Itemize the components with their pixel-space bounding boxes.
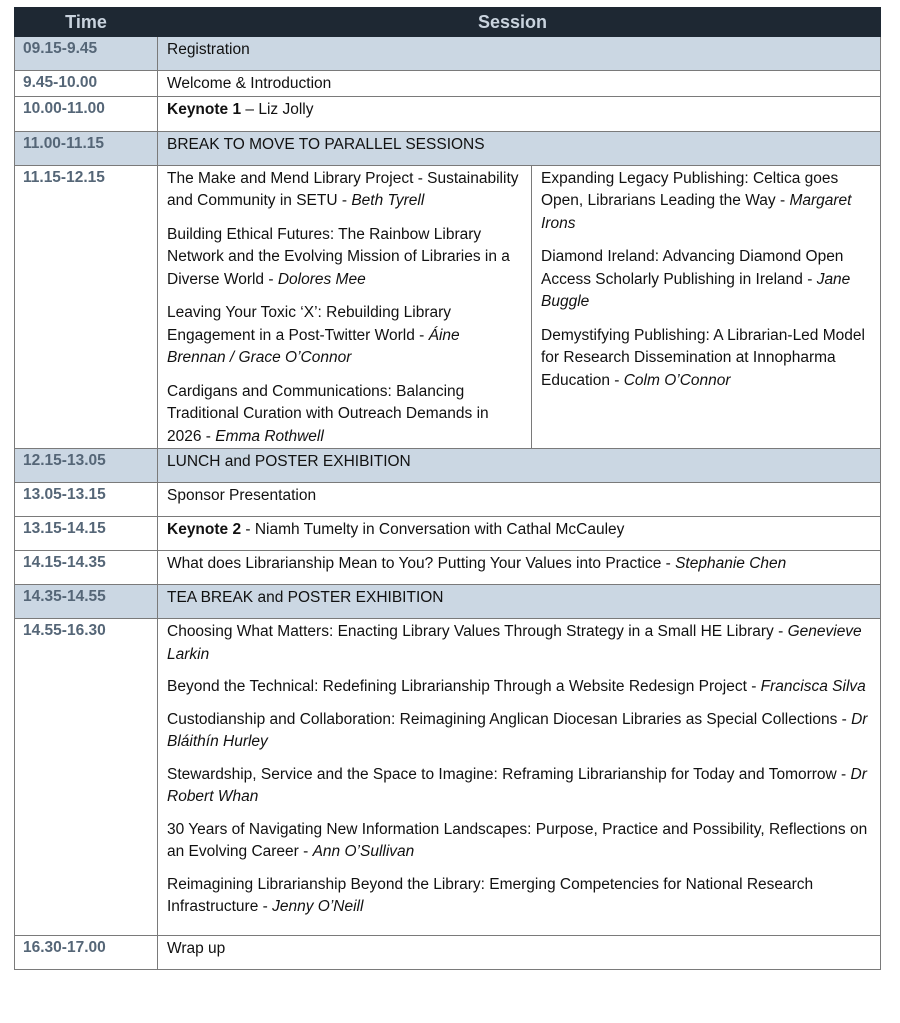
talk-title: Custodianship and Collaboration: Reimagining Anglican Diocesan Libraries as Special Collections - xyxy=(167,710,852,728)
parallel-stream-right xyxy=(532,166,880,449)
programme-table xyxy=(14,7,881,970)
talk-item xyxy=(167,709,871,754)
keynote-label: Keynote 1 xyxy=(167,100,242,118)
talk-title: Stewardship, Service and the Space to Imagine: Reframing Librarianship for Today and Tomorrow - xyxy=(167,765,851,783)
talk-speaker: Emma Rothwell xyxy=(215,427,324,445)
talk-title: Choosing What Matters: Enacting Library Values Through Strategy in a Small HE Library - xyxy=(167,623,788,640)
talk-title: What does Librarianship Mean to You? Putting Your Values into Practice - xyxy=(167,555,676,572)
session-cell: Registration xyxy=(158,37,881,71)
talk-item xyxy=(167,621,871,666)
time-cell: 14.35-14.55 xyxy=(15,585,158,619)
talk-title: Expanding Legacy Publishing: Celtica goes Open, Librarians Leading the Way - xyxy=(541,169,839,209)
table-row xyxy=(15,585,881,619)
talk-item xyxy=(541,168,871,236)
keynote-speaker: - Niamh Tumelty in Conversation with Cathal McCauley xyxy=(241,521,625,538)
time-cell: 10.00-11.00 xyxy=(15,96,158,131)
talk-speaker: Áine Brennan / Grace O’Connor xyxy=(167,326,460,366)
talk-speaker: Dr Robert Whan xyxy=(167,765,867,805)
time-cell: 11.00-11.15 xyxy=(15,131,158,165)
session-cell: Welcome & Introduction xyxy=(158,71,881,97)
table-row xyxy=(15,449,881,483)
table-row xyxy=(15,96,881,131)
talk-title: Diamond Ireland: Advancing Diamond Open Access Scholarly Publishing in Ireland - xyxy=(541,248,844,288)
time-cell: 16.30-17.00 xyxy=(15,935,158,969)
time-cell: 11.15-12.15 xyxy=(15,165,158,449)
talk-title: Cardigans and Communications: Balancing Traditional Curation with Outreach Demands in 2026 - xyxy=(167,382,489,445)
talk-item xyxy=(167,676,871,699)
session-cell: LUNCH and POSTER EXHIBITION xyxy=(158,449,881,483)
table-row xyxy=(15,551,881,585)
parallel-stream-left xyxy=(158,166,532,449)
time-cell: 12.15-13.05 xyxy=(15,449,158,483)
session-cell xyxy=(158,619,881,936)
parallel-sessions-cell xyxy=(158,165,881,449)
talk-item xyxy=(167,764,871,809)
table-row xyxy=(15,71,881,97)
talk-speaker: Stephanie Chen xyxy=(675,555,787,572)
session-cell: BREAK TO MOVE TO PARALLEL SESSIONS xyxy=(158,131,881,165)
time-cell: 13.05-13.15 xyxy=(15,483,158,517)
time-cell: 13.15-14.15 xyxy=(15,517,158,551)
talk-item xyxy=(167,224,522,292)
table-row xyxy=(15,483,881,517)
session-header: Session xyxy=(158,8,881,37)
time-cell: 9.45-10.00 xyxy=(15,71,158,97)
table-row xyxy=(15,517,881,551)
talk-item xyxy=(541,325,871,393)
talk-speaker: Dr Bláithín Hurley xyxy=(167,710,868,750)
talk-speaker: Genevieve Larkin xyxy=(167,623,862,663)
session-cell: Sponsor Presentation xyxy=(158,483,881,517)
talk-title: Beyond the Technical: Redefining Librarianship Through a Website Redesign Project - xyxy=(167,678,761,695)
talk-speaker: Ann O’Sullivan xyxy=(312,843,415,860)
talk-title: Demystifying Publishing: A Librarian-Led Model for Research Dissemination at Innopharma Education - xyxy=(541,326,865,389)
time-cell: 09.15-9.45 xyxy=(15,37,158,71)
talk-speaker: Francisca Silva xyxy=(760,678,866,695)
talk-title: 30 Years of Navigating New Information Landscapes: Purpose, Practice and Possibility, Reflections on an Evolving Career - xyxy=(167,820,868,860)
session-cell: TEA BREAK and POSTER EXHIBITION xyxy=(158,585,881,619)
table-row-long xyxy=(15,619,881,936)
talk-speaker: Colm O’Connor xyxy=(623,371,731,389)
talk-title: Reimagining Librarianship Beyond the Library: Emerging Competencies for National Research Infrastructure - xyxy=(167,875,814,915)
talk-item xyxy=(167,168,522,213)
talk-speaker: Jenny O’Neill xyxy=(272,898,364,915)
talk-title: Building Ethical Futures: The Rainbow Library Network and the Evolving Mission of Libraries in a Diverse World - xyxy=(167,225,510,288)
session-cell xyxy=(158,517,881,551)
talk-item xyxy=(167,874,871,919)
talk-title: Leaving Your Toxic ‘X’: Rebuilding Library Engagement in a Post-Twitter World - xyxy=(167,304,452,344)
session-cell xyxy=(158,551,881,585)
talk-speaker: Dolores Mee xyxy=(277,270,366,288)
session-cell xyxy=(158,96,881,131)
header-row xyxy=(15,8,881,37)
talk-item xyxy=(167,381,522,449)
table-row xyxy=(15,935,881,969)
table-row-parallel xyxy=(15,165,881,449)
keynote-speaker: – Liz Jolly xyxy=(241,100,314,118)
session-cell: Wrap up xyxy=(158,935,881,969)
talk-item xyxy=(167,819,871,864)
table-row xyxy=(15,131,881,165)
talk-speaker: Beth Tyrell xyxy=(351,192,425,209)
talk-title: The Make and Mend Library Project - Sustainability and Community in SETU - xyxy=(167,169,519,209)
time-cell: 14.55-16.30 xyxy=(15,619,158,936)
time-cell: 14.15-14.35 xyxy=(15,551,158,585)
talk-item xyxy=(541,246,871,314)
keynote-label: Keynote 2 xyxy=(167,521,242,538)
talk-speaker: Margaret Irons xyxy=(541,192,852,232)
time-header: Time xyxy=(15,8,158,37)
table-row xyxy=(15,37,881,71)
talk-item xyxy=(167,302,522,370)
talk-speaker: Jane Buggle xyxy=(541,270,851,310)
